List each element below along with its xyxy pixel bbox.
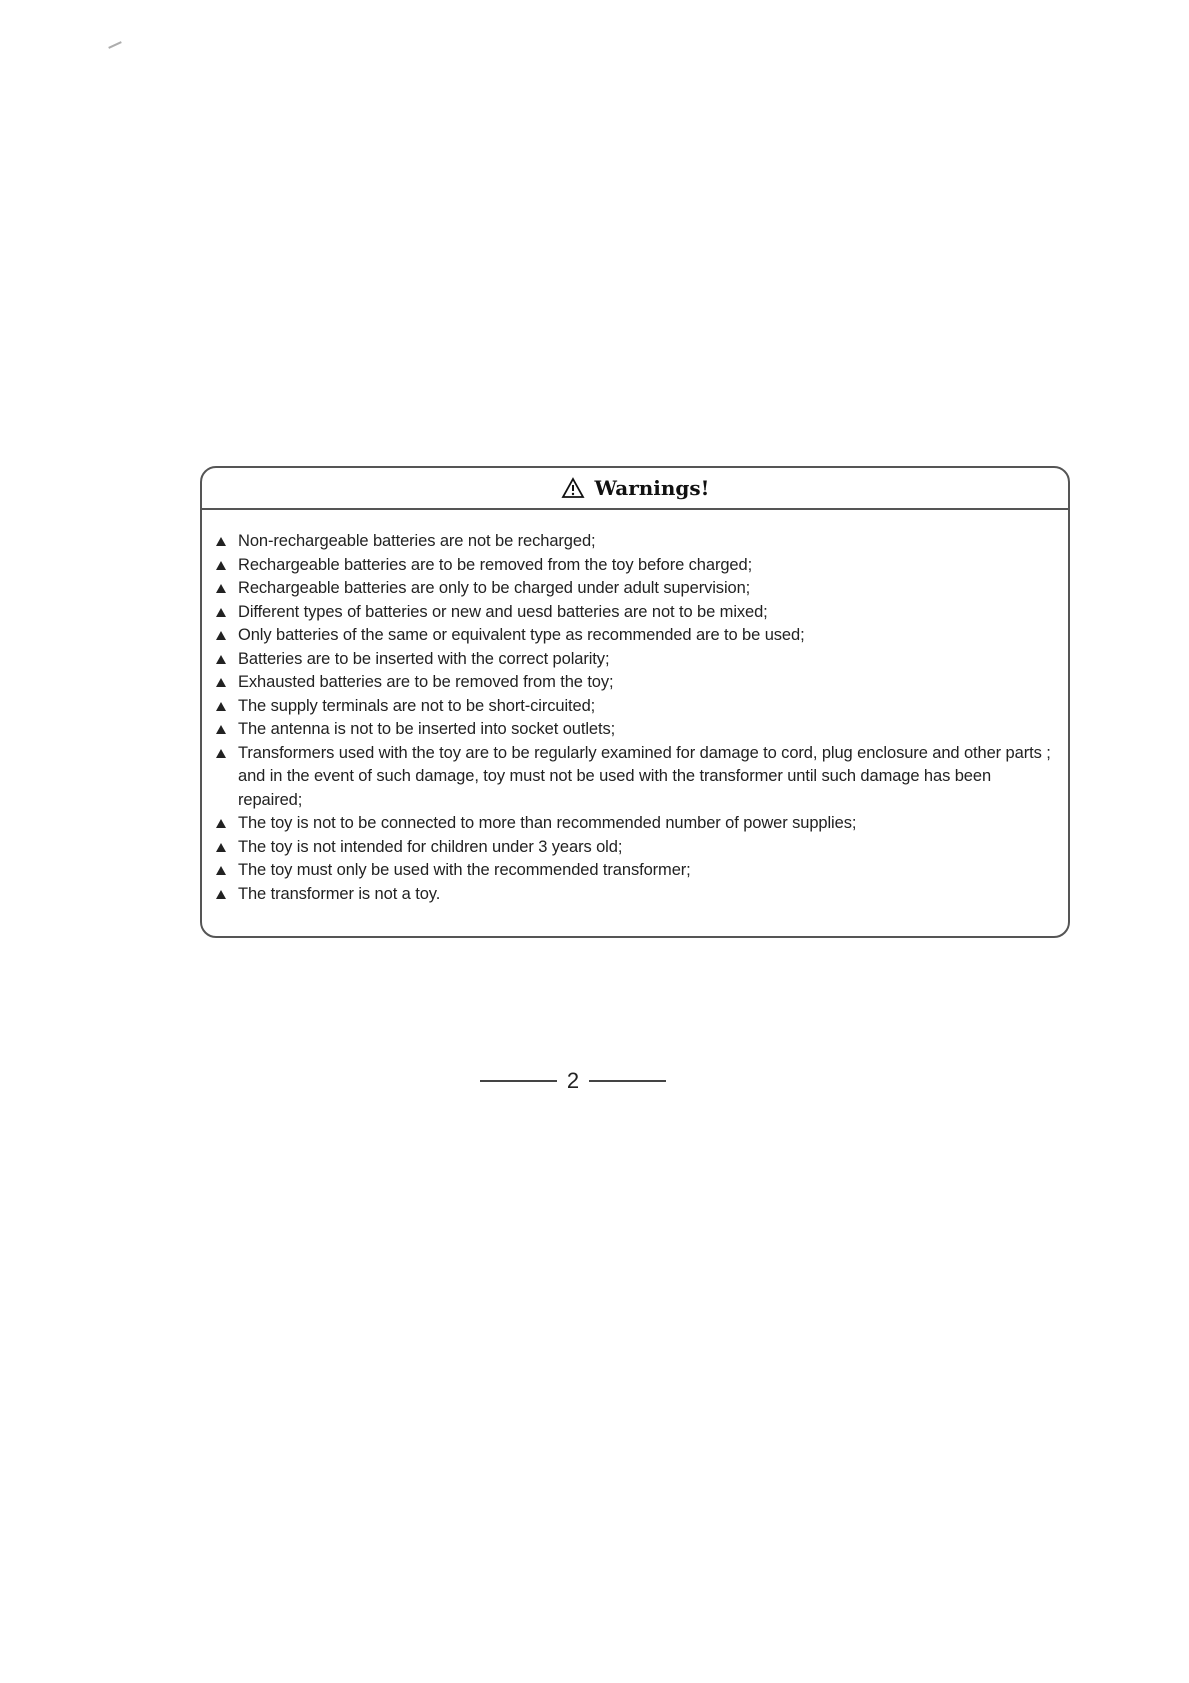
page-number-rule-right: [589, 1080, 666, 1082]
bullet-triangle-icon: [216, 584, 226, 593]
warning-item: The toy is not to be connected to more than recommended number of power supplies;: [216, 812, 1056, 836]
bullet-triangle-icon: [216, 678, 226, 687]
bullet-triangle-icon: [216, 702, 226, 711]
bullet-triangle-icon: [216, 725, 226, 734]
bullet-triangle-icon: [216, 537, 226, 546]
bullet-triangle-icon: [216, 561, 226, 570]
bullet-triangle-icon: [216, 819, 226, 828]
page-number: [480, 1068, 666, 1094]
warning-item: Rechargeable batteries are to be removed from the toy before charged;: [216, 554, 1056, 578]
scan-mark: [108, 41, 122, 49]
warning-item: The transformer is not a toy.: [216, 883, 1056, 907]
warning-item: Non-rechargeable batteries are not be recharged;: [216, 530, 1056, 554]
warnings-box: [200, 466, 1070, 938]
warnings-list: [202, 510, 1068, 906]
warning-item: The antenna is not to be inserted into socket outlets;: [216, 718, 1056, 742]
warning-item: Batteries are to be inserted with the correct polarity;: [216, 648, 1056, 672]
warning-item: Only batteries of the same or equivalent type as recommended are to be used;: [216, 624, 1056, 648]
bullet-triangle-icon: [216, 843, 226, 852]
bullet-triangle-icon: [216, 866, 226, 875]
bullet-triangle-icon: [216, 608, 226, 617]
warning-item: The toy is not intended for children under 3 years old;: [216, 836, 1056, 860]
warning-item: The supply terminals are not to be short-circuited;: [216, 695, 1056, 719]
bullet-triangle-icon: [216, 749, 226, 758]
bullet-triangle-icon: [216, 890, 226, 899]
bullet-triangle-icon: [216, 631, 226, 640]
warning-item: Different types of batteries or new and uesd batteries are not to be mixed;: [216, 601, 1056, 625]
page-number-value: 2: [566, 1068, 580, 1093]
page-number-rule-left: [480, 1080, 557, 1082]
warning-item: Rechargeable batteries are only to be charged under adult supervision;: [216, 577, 1056, 601]
warning-item: The toy must only be used with the recommended transformer;: [216, 859, 1056, 883]
warning-item: Exhausted batteries are to be removed from the toy;: [216, 671, 1056, 695]
warning-item: Transformers used with the toy are to be regularly examined for damage to cord, plug enclosure and other parts ; and in the event of such damage, toy must not be used with the transformer until such damage has been repaired;: [216, 742, 1056, 813]
warnings-title: Warnings!: [594, 476, 710, 500]
warnings-header: [202, 468, 1068, 510]
warning-triangle-icon: [561, 477, 585, 499]
bullet-triangle-icon: [216, 655, 226, 664]
